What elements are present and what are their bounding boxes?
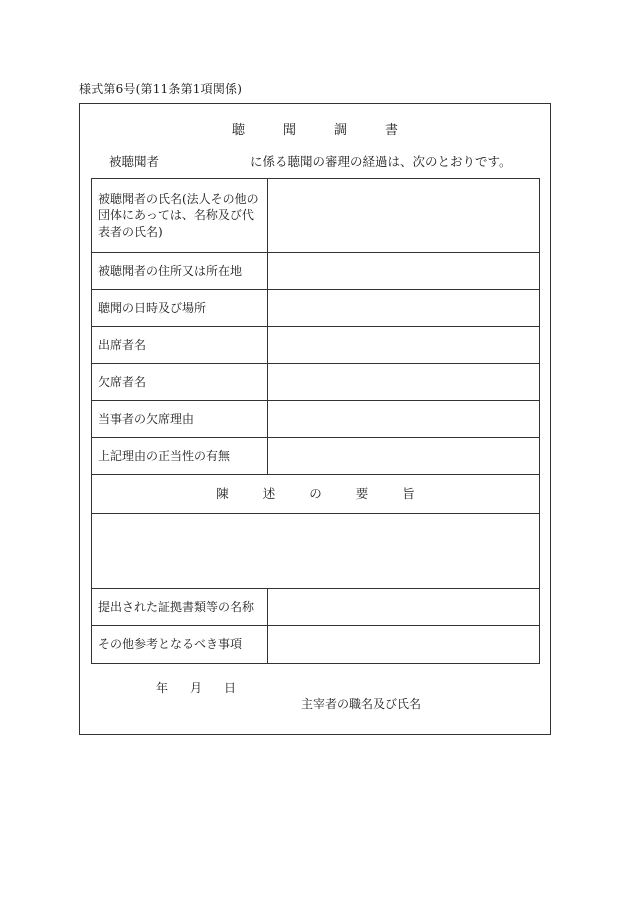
statement-body-row [92,514,540,589]
row-label: 提出された証拠書類等の名称 [92,589,268,626]
heading-char: の [309,485,322,501]
title-char: 聞 [282,123,296,138]
table-row [92,364,540,401]
row-label: 上記理由の正当性の有無 [92,438,268,475]
table-row [92,290,540,327]
row-value [268,626,540,664]
row-label: 被聴聞者の氏名(法人その他の団体にあっては、名称及び代表者の氏名) [92,179,268,253]
date-line [156,679,258,696]
title-char: 調 [334,123,348,138]
heading-char: 旨 [402,485,415,501]
heading-char: 述 [262,485,276,501]
heading-char: 要 [355,485,369,501]
date-year: 年 [156,681,169,695]
table-row [92,626,540,664]
subject-suffix: に係る聴聞の審理の経過は、次のとおりです。 [250,154,512,169]
presider-label: 主宰者の職名及び氏名 [301,697,422,711]
table-row [92,589,540,626]
heading-char: 陳 [216,485,229,501]
row-value [268,589,540,626]
row-label: 欠席者名 [92,364,268,401]
row-label: その他参考となるべき事項 [92,626,268,664]
row-value [268,364,540,401]
row-label: 聴聞の日時及び場所 [92,290,268,327]
date-day: 日 [224,681,237,695]
statement-heading [92,475,540,514]
row-value [268,290,540,327]
title-char: 聴 [231,123,245,138]
row-label: 被聴聞者の住所又は所在地 [92,253,268,290]
table-row [92,401,540,438]
statement-body [92,514,540,589]
hearing-record-form [79,103,551,735]
table-row [92,179,540,253]
row-value [268,401,540,438]
row-value [268,253,540,290]
table-row [92,253,540,290]
date-month: 月 [190,681,203,695]
document-title [80,119,550,138]
row-value [268,438,540,475]
row-label: 出席者名 [92,327,268,364]
record-table [91,178,540,664]
form-number-label: 様式第6号(第11条第1項関係) [79,82,243,96]
row-value [268,327,540,364]
subject-prefix: 被聴聞者 [109,154,160,169]
title-char: 書 [385,123,399,138]
row-label: 当事者の欠席理由 [92,401,268,438]
row-value [268,179,540,253]
statement-heading-row [92,475,540,514]
table-row [92,438,540,475]
table-row [92,327,540,364]
